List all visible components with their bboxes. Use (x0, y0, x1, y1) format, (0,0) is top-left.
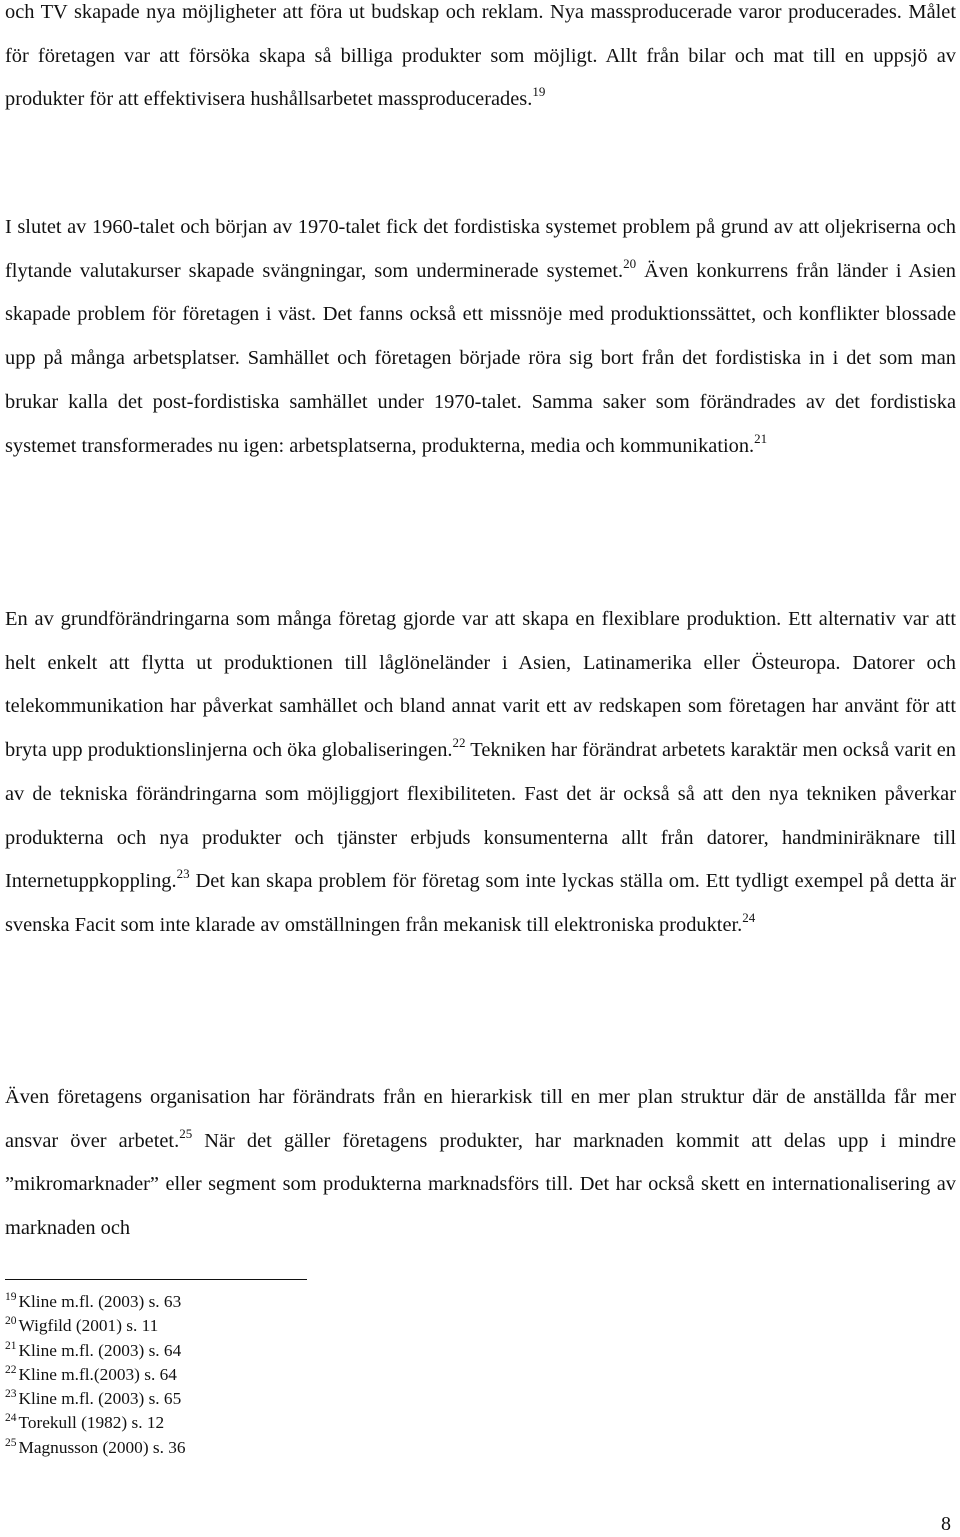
paragraph-text: En av grundförändringarna som många företag gjorde var att skapa en flexiblare produktion. Ett alternativ var att helt enkelt att flytta ut produktionen till låglöneländer i Asien, Latinamerika eller Östeuropa. Datorer och telekommunikation har påverkat samhället och bland annat varit ett av redskapen som företagen har använt för att bryta upp produktionslinjerna och öka globaliseringen. (5, 608, 956, 762)
footnote (5, 1387, 605, 1411)
footnote-number: 22 (5, 1363, 17, 1376)
paragraph-text: I slutet av 1960-talet och början av 1970-talet fick det fordistiska systemet problem på grund av att oljekriserna och flytande valutakurser skapade svängningar, som underminerade systemet. (5, 216, 956, 282)
footnote-text: Kline m.fl. (2003) s. 63 (18, 1292, 182, 1311)
footnote-list (5, 1290, 605, 1460)
footnote (5, 1436, 605, 1460)
paragraph-text: Tekniken har förändrat arbetets karaktär men också varit en av de tekniska förändringarna som möjliggjort flexibiliteten. Fast det är också så att den nya tekniken påverkar produkterna och nya produkter och tjänster erbjuds konsumenterna allt från datorer, handminiräknare till Internetuppkoppling. (5, 739, 957, 893)
footnote-number: 19 (5, 1291, 17, 1303)
footnote-reference: 23 (176, 866, 190, 882)
footnote (5, 1363, 605, 1387)
footnote-text: Torekull (1982) s. 12 (18, 1413, 165, 1433)
paragraph-text: Även företagens organisation har förändrats från en hierarkisk till en mer plan struktur där de anställda får mer ansvar över arbetet. (5, 1086, 956, 1152)
paragraph (5, 206, 956, 468)
footnote-number: 20 (5, 1315, 17, 1328)
footnote-number: 21 (5, 1339, 17, 1352)
footnote-text: Kline m.fl.(2003) s. 64 (18, 1364, 177, 1384)
footnote-number: 23 (5, 1388, 17, 1401)
paragraph-text: När det gäller företagens produkter, har marknaden kommit att delas upp i mindre ”mikromarknader” eller segment som produkterna marknadsförs till. Det har också skett en internationalisering av marknaden och (5, 1129, 956, 1240)
footnote-text: Magnusson (2000) s. 36 (18, 1437, 186, 1457)
footnote-text: Kline m.fl. (2003) s. 64 (18, 1340, 182, 1360)
footnote-number: 25 (5, 1436, 17, 1449)
footnote-reference: 19 (532, 84, 546, 100)
paragraph (5, 0, 956, 122)
footnote-reference: 25 (179, 1125, 193, 1141)
footnote-text: Wigfild (2001) s. 11 (18, 1316, 159, 1336)
paragraph (5, 598, 956, 948)
footnote-reference: 22 (452, 735, 466, 751)
footnote (5, 1290, 605, 1314)
paragraph-text: och TV skapade nya möjligheter att föra ut budskap och reklam. Nya massproducerade varor producerades. Målet för företagen var att försöka skapa så billiga produkter som möjligt. Allt från bilar och mat till en uppsjö av produkter för att effektivisera hushållsarbetet massproducerades. (5, 1, 956, 111)
page-number: 8 (941, 1513, 951, 1535)
paragraph-text: Det kan skapa problem för företag som inte lyckas ställa om. Ett tydligt exempel på detta är svenska Facit som inte klarade av omställningen från mekanisk till elektroniska produkter. (5, 870, 956, 936)
footnote-separator (5, 1279, 307, 1280)
footnote-reference: 24 (742, 909, 756, 925)
footnote (5, 1411, 605, 1435)
paragraph (5, 1076, 956, 1251)
footnote-reference: 21 (754, 430, 768, 446)
paragraph-text: Även konkurrens från länder i Asien skapade problem för företagen i väst. Det fanns också ett missnöje med produktionssättet, och konflikter blossade upp på många arbetsplatser. Samhället och företagen började röra sig bort från det fordistiska in i det som man brukar kalla det post-fordistiska samhället under 1970-talet. Samma saker som förändrades av det fordistiska systemet transformerades nu igen: arbetsplatserna, produkterna, media och kommunikation. (5, 259, 956, 457)
footnote-reference: 20 (623, 255, 637, 271)
footnote (5, 1339, 605, 1363)
footnote-number: 24 (5, 1412, 17, 1425)
footnote (5, 1314, 605, 1338)
footnote-text: Kline m.fl. (2003) s. 65 (18, 1389, 182, 1409)
